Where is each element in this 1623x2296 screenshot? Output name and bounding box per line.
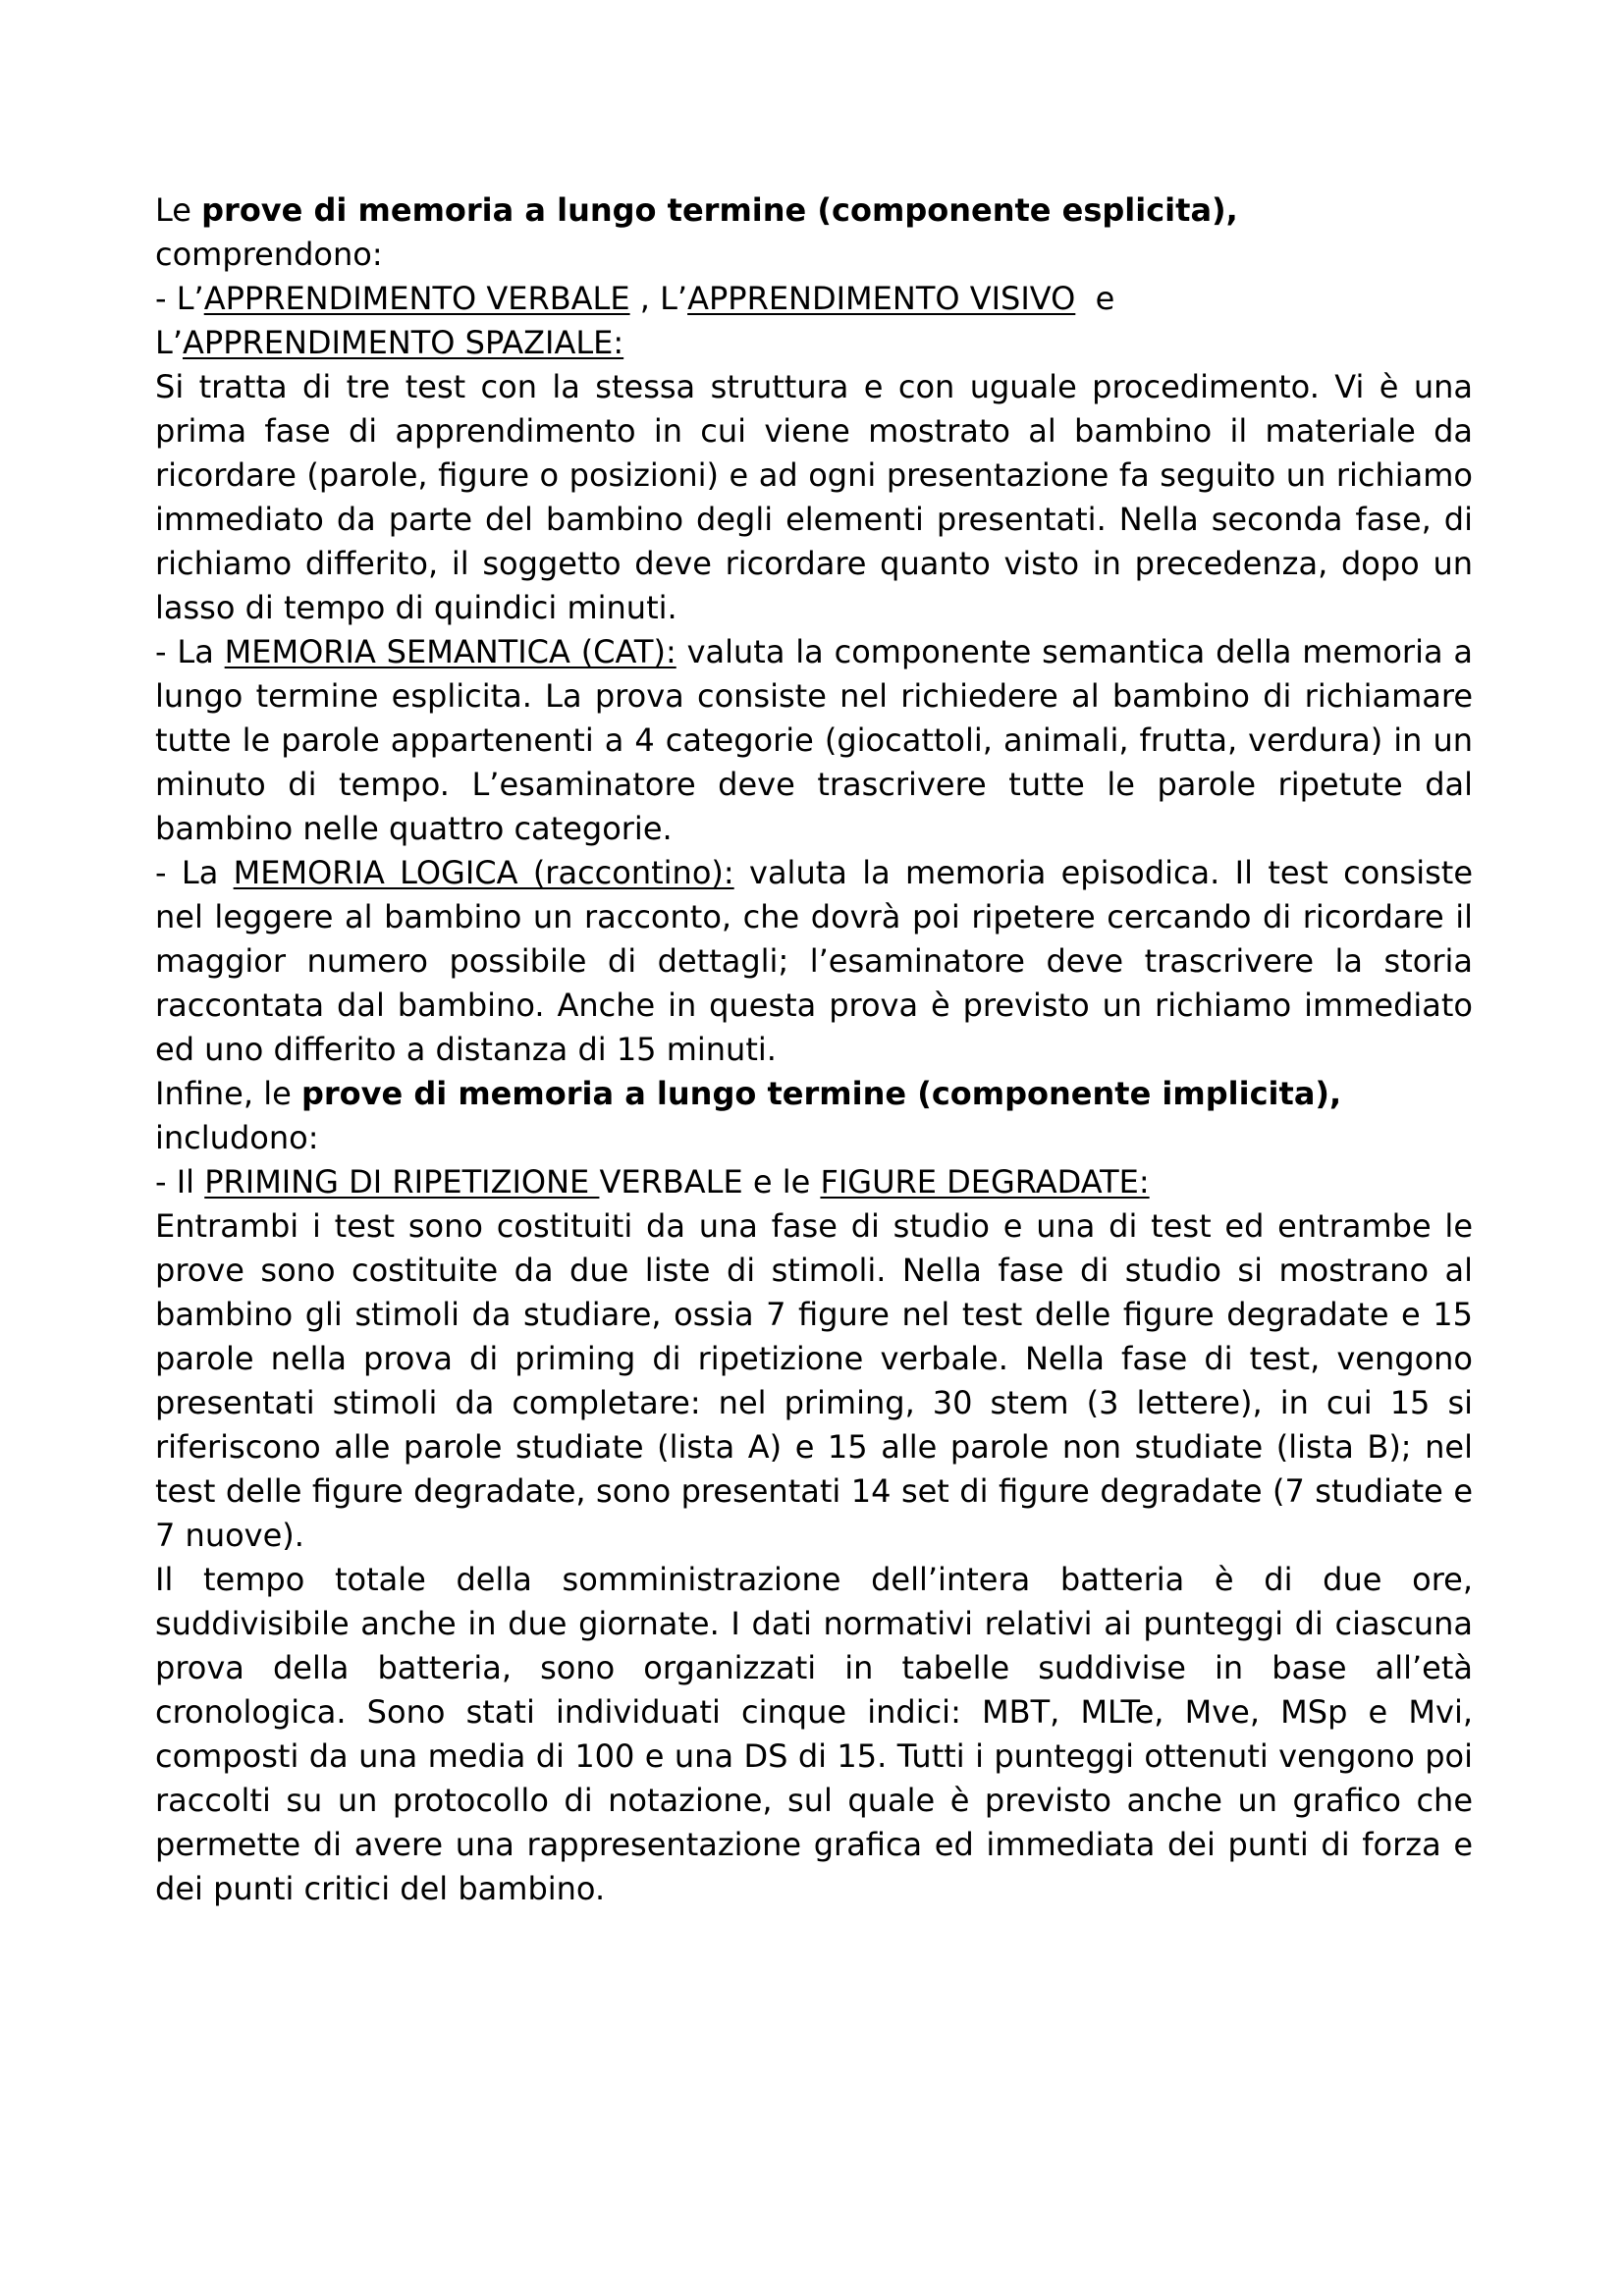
spatial-learning-term: APPRENDIMENTO SPAZIALE:	[183, 324, 624, 361]
document-body	[155, 188, 1473, 1911]
learning-paragraph: Si tratta di tre test con la stessa struttura e con uguale procedimento. Vi è una prima fase di apprendimento in cui viene mostrato al bambino il materiale da ricordare (parole, figure o posizioni) e ad ogni presentazione fa seguito un richiamo immediato da parte del bambino degli elementi presentati. Nella seconda fase, di richiamo differito, il soggetto deve ricordare quanto visto in precedenza, dopo un lasso di tempo di quindici minuti.	[155, 368, 1473, 626]
visual-learning-term: APPRENDIMENTO VISIVO	[687, 280, 1076, 317]
total-time-paragraph: Il tempo totale della somministrazione dell’intera batteria è di due ore, suddivisibile anche in due giornate. I dati normativi relativi ai punteggi di ciascuna prova della batteria, sono organizzati in tabelle suddivise in base all’età cronologica. Sono stati individuati cinque indici: MBT, MLTe, Mve, MSp e Mvi, composti da una media di 100 e una DS di 15. Tutti i punteggi ottenuti vengono poi raccolti su un protocollo di notazione, sul quale è previsto anche un grafico che permette di avere una rappresentazione grafica ed immediata dei punti di forza e dei punti critici del bambino.	[155, 1561, 1473, 1907]
implicit-memory-heading: Infine, le prove di memoria a lungo termine (componente implicita),	[155, 1075, 1342, 1112]
explicit-memory-heading: Le prove di memoria a lungo termine (componente esplicita),	[155, 191, 1238, 229]
logical-memory-term: MEMORIA LOGICA (raccontino):	[233, 854, 734, 891]
priming-term: PRIMING DI RIPETIZIONE	[204, 1163, 600, 1201]
priming-paragraph: Entrambi i test sono costituiti da una fase di studio e una di test ed entrambe le prove sono costituite da due liste di stimoli. Nella fase di studio si mostrano al bambino gli stimoli da studiare, ossia 7 figure nel test delle figure degradate e 15 parole nella prova di priming di ripetizione verbale. Nella fase di test, vengono presentati stimoli da completare: nel priming, 30 stem (3 lettere), in cui 15 si riferiscono alle parole studiate (lista A) e 15 alle parole non studiate (lista B); nel test delle figure degradate, sono presentati 14 set di figure degradate (7 studiate e 7 nuove).	[155, 1207, 1473, 1554]
implicit-memory-title: prove di memoria a lungo termine (componente implicita),	[300, 1075, 1342, 1112]
degraded-figures-term: FIGURE DEGRADATE:	[820, 1163, 1150, 1201]
verbal-learning-term: APPRENDIMENTO VERBALE	[203, 280, 630, 317]
explicit-memory-heading-suffix: comprendono:	[155, 236, 383, 273]
semantic-memory-term: MEMORIA SEMANTICA (CAT):	[224, 633, 676, 670]
priming-line: - Il PRIMING DI RIPETIZIONE VERBALE e le FIGURE DEGRADATE:	[155, 1163, 1150, 1201]
explicit-memory-title: prove di memoria a lungo termine (componente esplicita),	[201, 191, 1238, 229]
logical-memory-paragraph: - La MEMORIA LOGICA (raccontino): valuta la memoria episodica. Il test consiste nel leggere al bambino un racconto, che dovrà poi ripetere cercando di ricordare il maggior numero possibile di dettagli; l’esaminatore deve trascrivere la storia raccontata dal bambino. Anche in questa prova è previsto un richiamo immediato ed uno differito a distanza di 15 minuti.	[155, 854, 1474, 1068]
implicit-memory-heading-suffix: includono:	[155, 1119, 319, 1156]
semantic-memory-paragraph: - La MEMORIA SEMANTICA (CAT): valuta la componente semantica della memoria a lungo termine esplicita. La prova consiste nel richiedere al bambino di richiamare tutte le parole appartenenti a 4 categorie (giocattoli, animali, frutta, verdura) in un minuto di tempo. L’esaminatore deve trascrivere tutte le parole ripetute dal bambino nelle quattro categorie.	[155, 633, 1474, 847]
spatial-learning-line: L’APPRENDIMENTO SPAZIALE:	[155, 324, 624, 361]
learning-tests-line: - L’APPRENDIMENTO VERBALE , L’APPRENDIMENTO VISIVO e	[155, 280, 1115, 317]
